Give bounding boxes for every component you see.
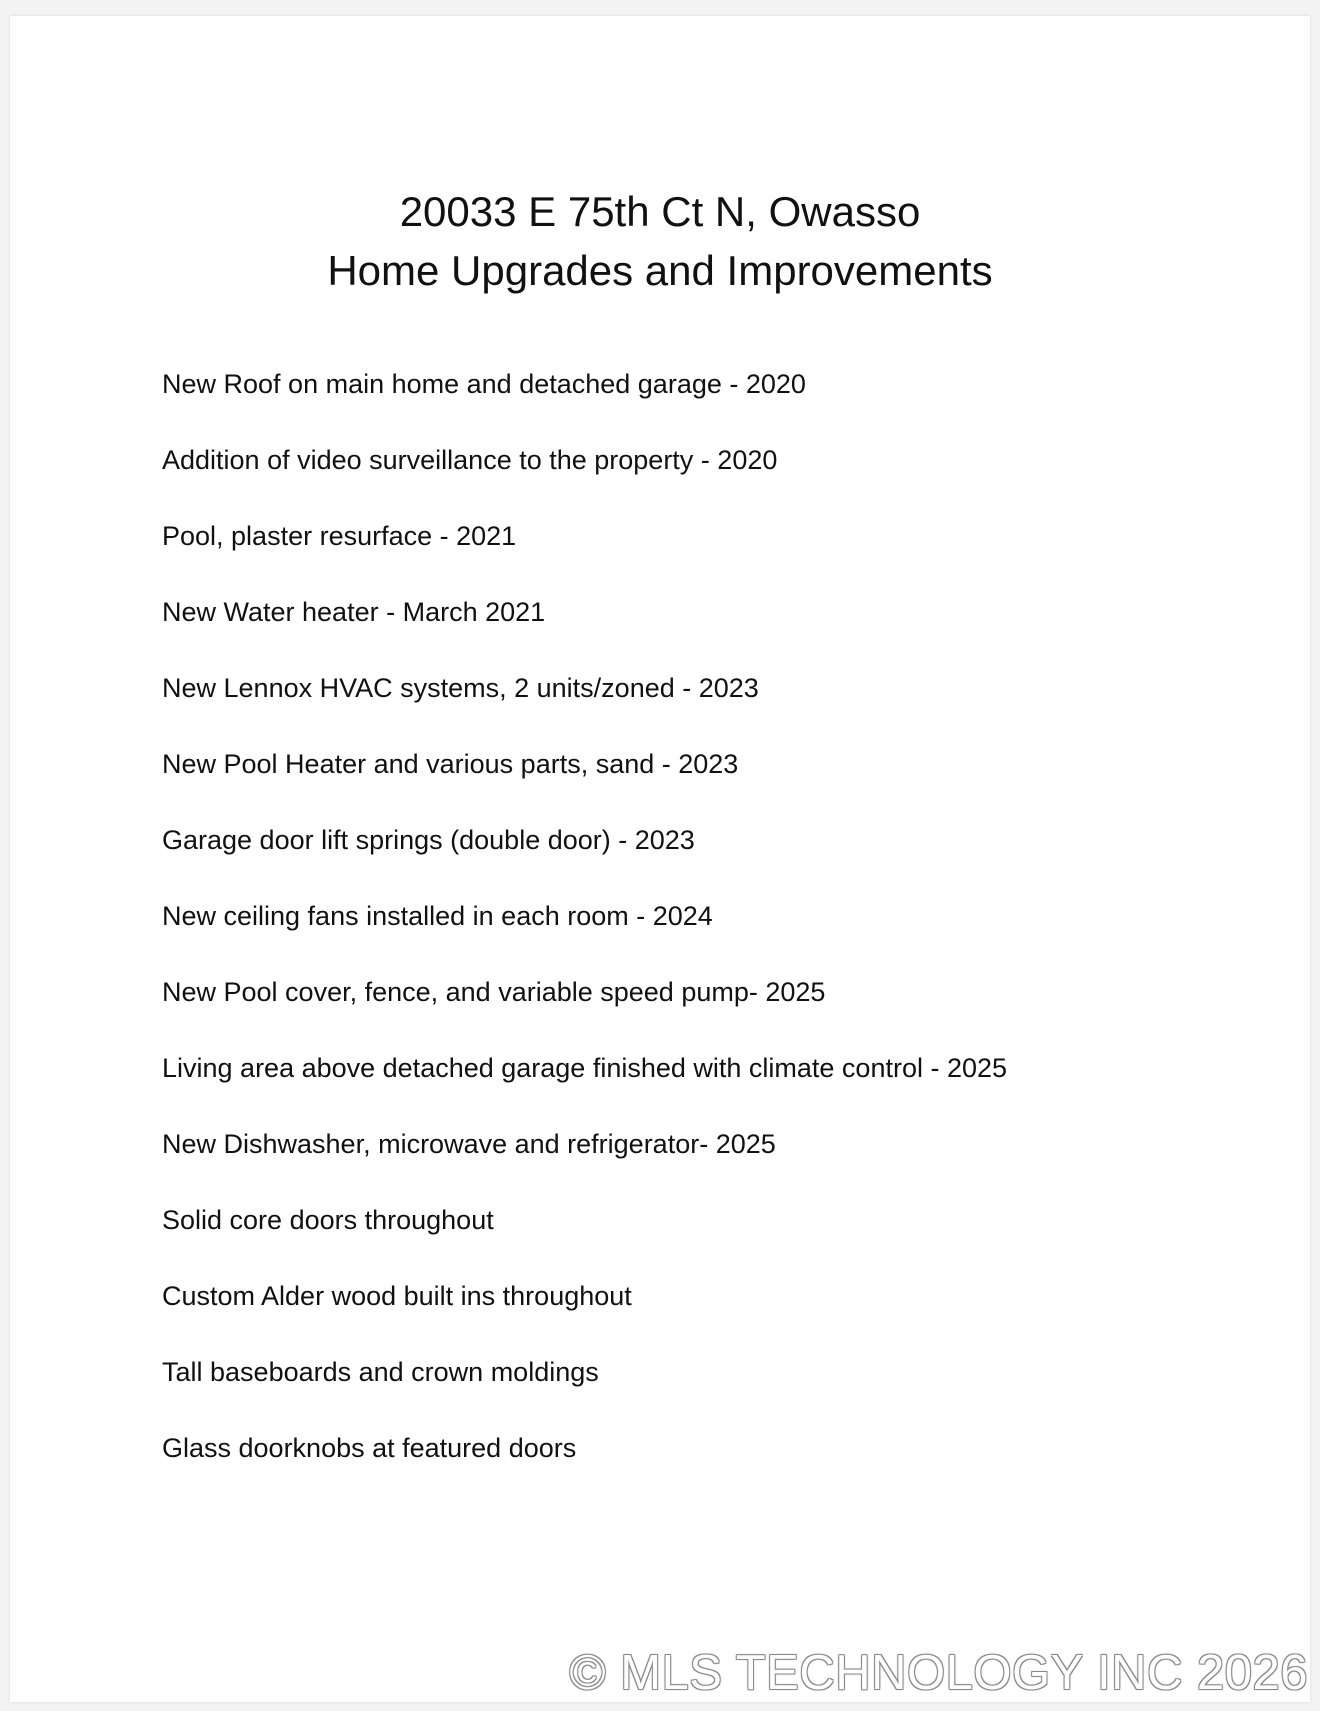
list-item: New Water heater - March 2021: [162, 597, 546, 627]
list-item: Glass doorknobs at featured doors: [162, 1433, 577, 1463]
document-title: [10, 182, 1310, 300]
upgrades-list: [162, 368, 1007, 1508]
list-item: New ceiling fans installed in each room - 2024: [162, 901, 713, 931]
list-item: Pool, plaster resurface - 2021: [162, 521, 517, 551]
list-item: Custom Alder wood built ins throughout: [162, 1281, 632, 1311]
list-item: Addition of video surveillance to the property - 2020: [162, 445, 778, 475]
title-address: 20033 E 75th Ct N, Owasso: [399, 188, 921, 235]
title-subject: Home Upgrades and Improvements: [327, 247, 993, 294]
list-item: Solid core doors throughout: [162, 1205, 494, 1235]
list-item: New Lennox HVAC systems, 2 units/zoned - 2023: [162, 673, 759, 703]
copyright-watermark: © MLS TECHNOLOGY INC 2026: [569, 1646, 1308, 1700]
list-item: New Pool Heater and various parts, sand - 2023: [162, 749, 739, 779]
list-item: New Roof on main home and detached garage - 2020: [162, 369, 806, 399]
list-item: New Pool cover, fence, and variable speed pump- 2025: [162, 977, 826, 1007]
list-item: Tall baseboards and crown moldings: [162, 1357, 599, 1387]
list-item: Garage door lift springs (double door) - 2023: [162, 825, 695, 855]
list-item: Living area above detached garage finished with climate control - 2025: [162, 1053, 1008, 1083]
document-page: [10, 16, 1310, 1702]
list-item: New Dishwasher, microwave and refrigerator- 2025: [162, 1129, 776, 1159]
